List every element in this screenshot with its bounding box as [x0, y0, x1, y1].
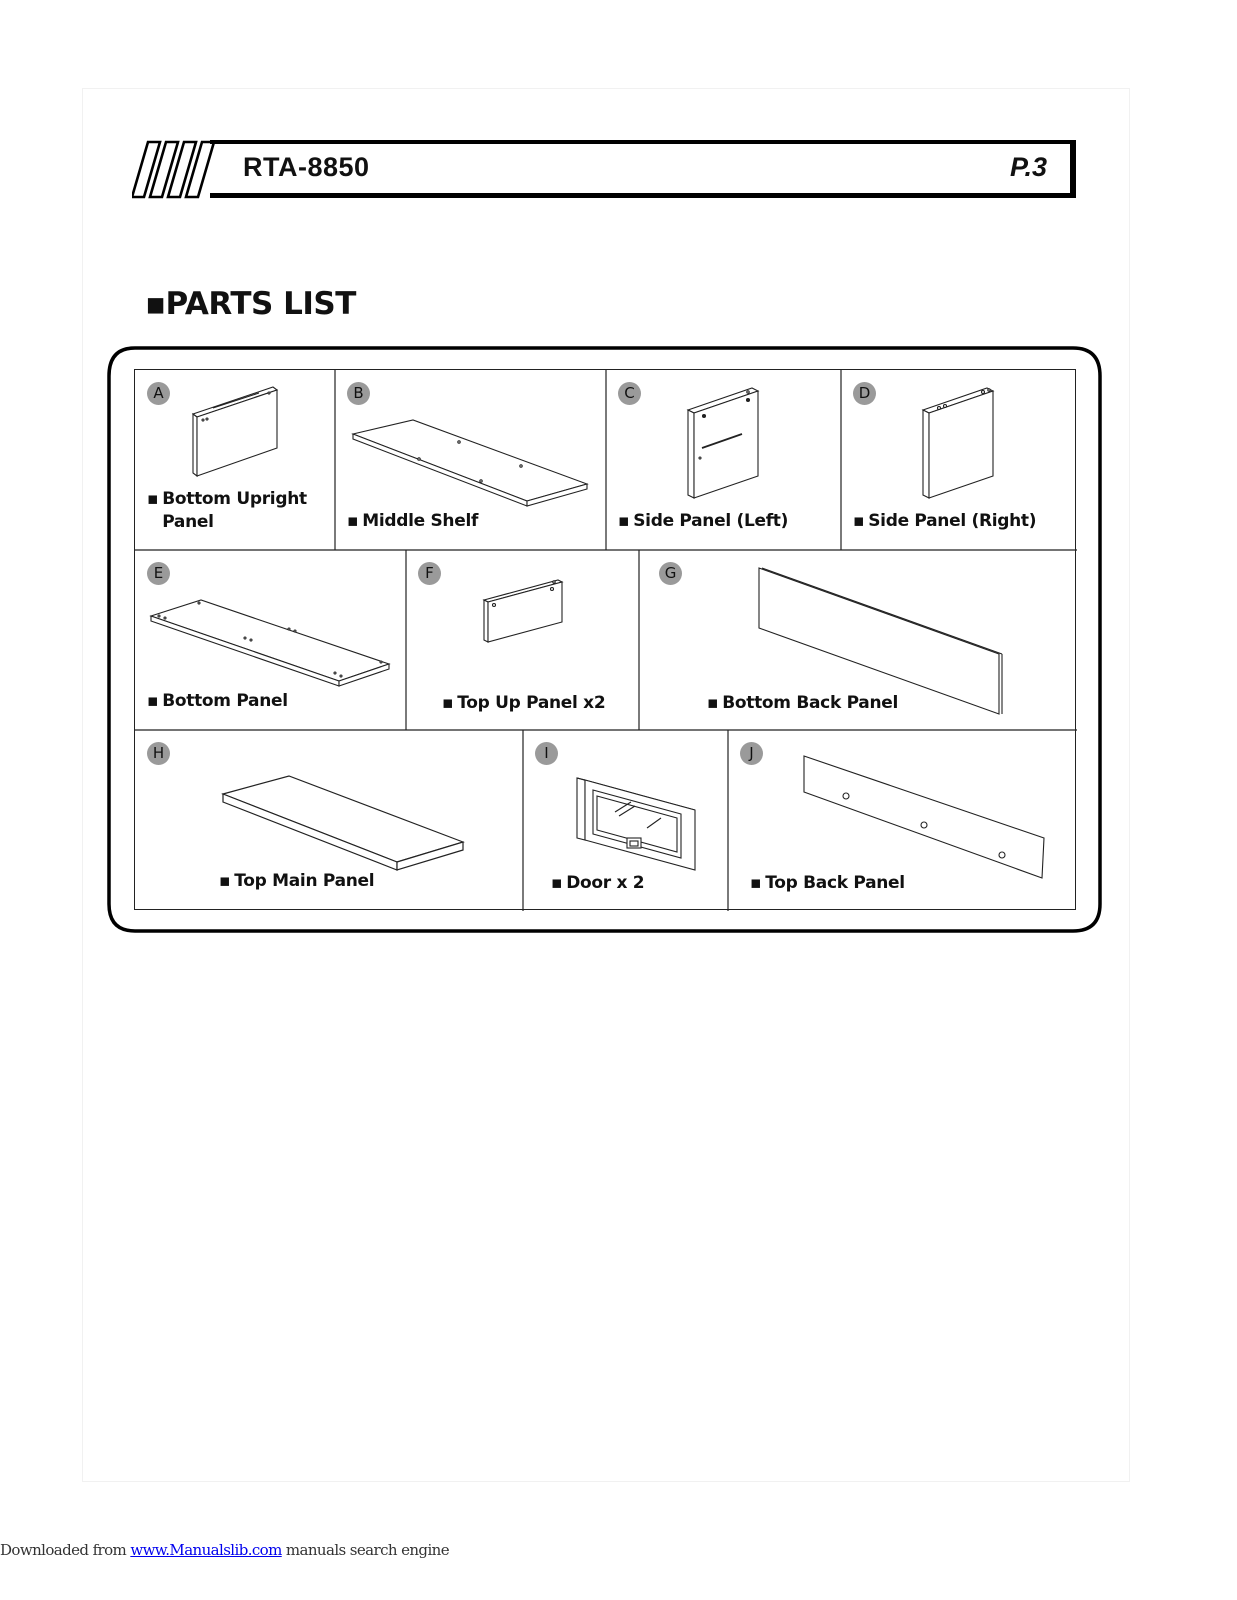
part-bullet-a: ▪ [147, 489, 159, 509]
part-label-e [147, 690, 288, 713]
part-label-h [219, 870, 374, 893]
part-badge-h: H [147, 742, 170, 765]
bottom-panel-drawing [149, 596, 394, 691]
part-bullet-f: ▪ [442, 693, 454, 713]
part-label-c [618, 510, 788, 533]
top-back-panel-drawing [802, 754, 1048, 884]
part-cell-e [135, 550, 406, 730]
side-panel-left-drawing [686, 386, 766, 501]
part-cell-b [335, 370, 606, 550]
bottom-upright-panel-drawing [191, 384, 281, 479]
part-bullet-h: ▪ [219, 871, 231, 891]
part-name-d: Side Panel (Right) [868, 511, 1037, 531]
parts-grid [134, 369, 1076, 910]
part-badge-a: A [147, 382, 170, 405]
section-title-text: PARTS LIST [165, 286, 356, 322]
model-number: RTA-8850 [243, 152, 370, 182]
part-bullet-i: ▪ [551, 873, 563, 893]
part-name-b: Middle Shelf [362, 511, 479, 531]
part-bullet-g: ▪ [707, 693, 719, 713]
part-badge-f: F [418, 562, 441, 585]
part-label-i [551, 872, 644, 895]
part-name-e: Bottom Panel [162, 691, 288, 711]
part-badge-j: J [740, 742, 763, 765]
part-badge-b: B [347, 382, 370, 405]
part-cell-d [841, 370, 1077, 550]
page-number: P.3 [1009, 152, 1047, 182]
part-bullet-c: ▪ [618, 511, 630, 531]
part-name-a: Bottom Upright Panel [162, 489, 307, 532]
part-cell-g [639, 550, 1077, 730]
part-name-h: Top Main Panel [234, 871, 375, 891]
top-up-panel-drawing [482, 578, 567, 648]
part-bullet-b: ▪ [347, 511, 359, 531]
part-badge-d: D [853, 382, 876, 405]
part-label-f [442, 692, 605, 715]
section-title [145, 286, 356, 322]
part-badge-c: C [618, 382, 641, 405]
part-cell-h [135, 730, 523, 911]
part-label-d [853, 510, 1036, 533]
part-cell-c [606, 370, 841, 550]
header-stripes-logo [132, 140, 222, 200]
part-cell-a [135, 370, 335, 550]
manualslib-link[interactable]: www.Manualslib.com [130, 1541, 282, 1559]
footer-suffix: manuals search engine [281, 1541, 449, 1559]
part-name-g: Bottom Back Panel [722, 693, 899, 713]
part-cell-i [523, 730, 728, 911]
part-name-c: Side Panel (Left) [633, 511, 789, 531]
part-badge-g: G [659, 562, 682, 585]
part-name-f: Top Up Panel x2 [457, 693, 606, 713]
middle-shelf-drawing [351, 416, 591, 511]
part-bullet-e: ▪ [147, 691, 159, 711]
part-cell-f [406, 550, 639, 730]
part-badge-e: E [147, 562, 170, 585]
door-drawing [575, 776, 705, 872]
side-panel-right-drawing [921, 386, 1001, 501]
part-label-b [347, 510, 478, 533]
part-name-i: Door x 2 [566, 873, 645, 893]
section-bullet: ▪ [145, 286, 166, 322]
part-label-g [707, 692, 898, 715]
footer-prefix: Downloaded from [0, 1541, 131, 1559]
part-bullet-d: ▪ [853, 511, 865, 531]
part-cell-j [728, 730, 1077, 911]
footer [0, 1541, 449, 1559]
top-main-panel-drawing [221, 774, 466, 874]
part-label-j [750, 872, 905, 895]
part-badge-i: I [535, 742, 558, 765]
part-name-j: Top Back Panel [765, 873, 905, 893]
part-bullet-j: ▪ [750, 873, 762, 893]
part-label-a [147, 488, 307, 534]
